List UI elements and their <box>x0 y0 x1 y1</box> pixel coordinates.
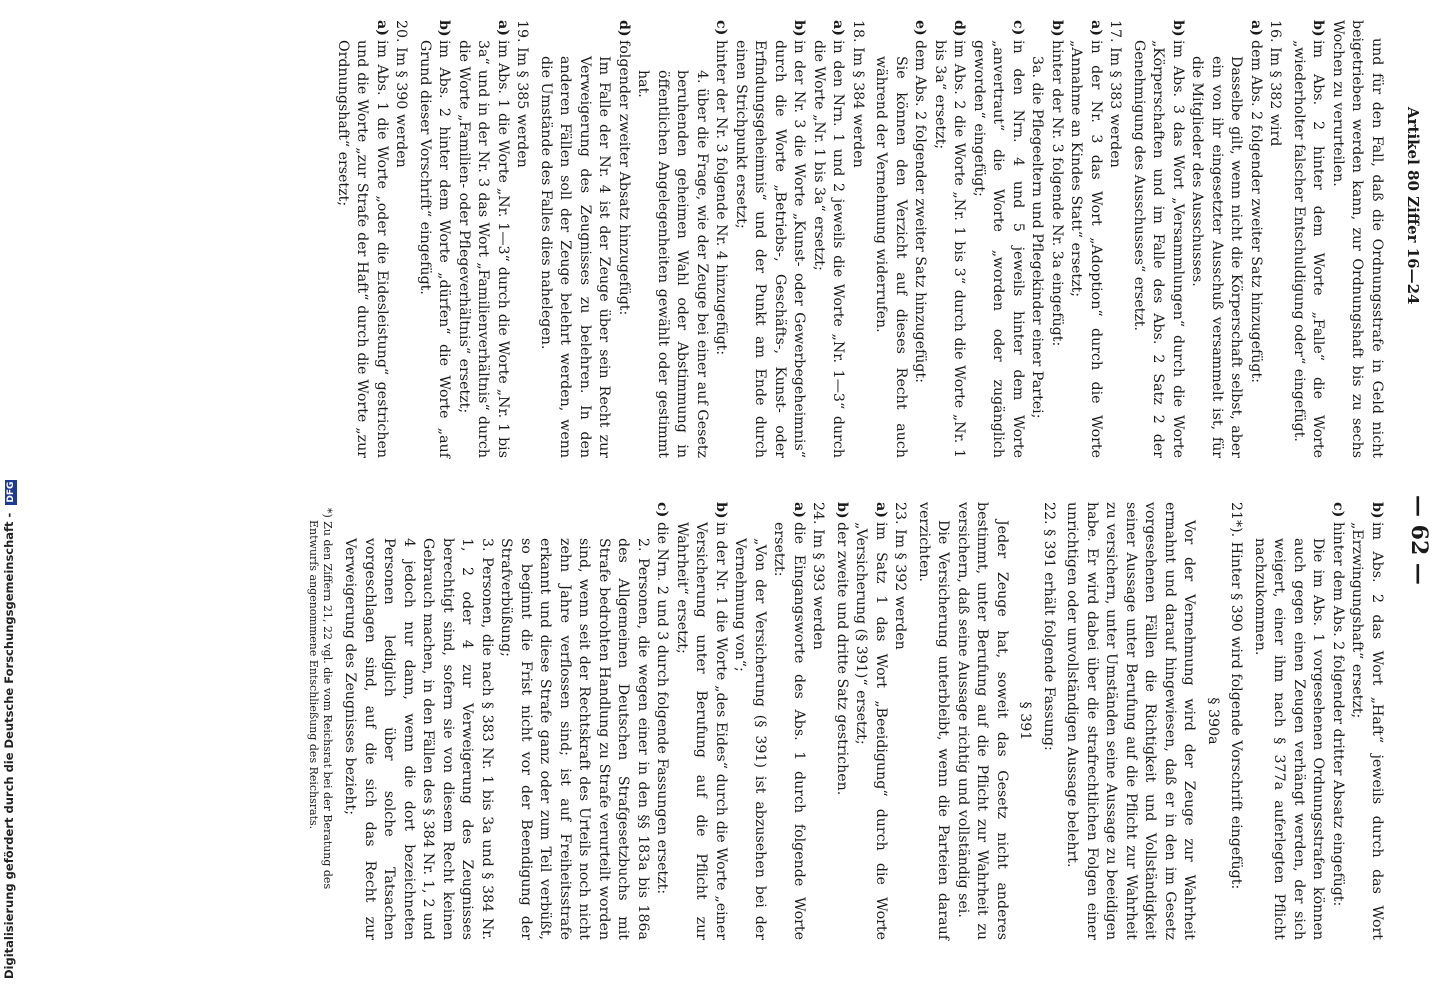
quoted-text: 3a. die Pflegeeltern und Pflegekinder einer Partei; <box>1029 56 1046 419</box>
item-label: a) <box>495 20 511 36</box>
digitization-credit <box>0 0 24 1000</box>
item-text: in den Nrn. 1 und 2 jeweils die Worte „Nr. 1—3“ durch die Worte „Nr. 1 bis 3a“ ersetzt; <box>811 40 847 458</box>
item-text: im Abs. 2 das Wort „Haft“ jeweils durch das Wort „Erzwingungshaft“ ersetzt; <box>1349 522 1385 940</box>
item-label: d) <box>616 20 632 37</box>
section-heading: 24. Im § 393 werden <box>810 502 827 650</box>
item-label: c) <box>1330 502 1346 518</box>
list-item <box>333 20 392 458</box>
item-text: dem Abs. 2 folgender zweiter Satz hinzugefügt: <box>912 40 929 383</box>
list-item <box>851 502 890 940</box>
item-text: folgender zweiter Absatz hinzugefügt: <box>616 40 632 316</box>
item-label: b) <box>436 20 453 37</box>
item-label: b) <box>834 502 850 519</box>
page-number: — 62 — <box>1406 495 1432 585</box>
quoted-text: Im Falle der Nr. 4 ist der Zeuge über sein Recht zur Verweigerung des Zeugnisses zu belehren. In den anderen Fällen soll der Zeuge belehrt werden, wenn die Umstände des Falles dies nahelegen. <box>538 56 613 458</box>
list-item <box>614 20 634 458</box>
footnote: *) Zu den Ziffern 21, 22 vgl. die vom Reichsrat bei der Beratung des Entwurfs angenommene Entschließung des Reichsrats. <box>307 508 334 890</box>
item-label: b) <box>713 502 729 519</box>
dfg-logo-icon: DFG <box>6 481 16 503</box>
page-header <box>1396 95 1432 965</box>
list-item <box>809 20 848 458</box>
list-item <box>1347 502 1386 940</box>
item-text: die Eingangsworte des Abs. 1 durch folgende Worte ersetzt: <box>771 522 807 940</box>
item-label: b) <box>1049 20 1065 37</box>
item-text: im Abs. 1 die Worte „oder die Eidesleistung“ gestrichen und die Worte „zur Strafe der Haft“ durch die Worte „zur Ordnungshaft“ ersetzt; <box>335 40 390 458</box>
item-label: a) <box>830 20 847 36</box>
item-text: die Nrn. 2 und 3 durch folgende Fassungen ersetzt: <box>654 522 671 895</box>
paragraph-heading: § 391 <box>1017 701 1034 741</box>
item-text: im Abs. 2 die Worte „Nr. 1 bis 3“ durch die Worte „Nr. 1 bis 3a“ ersetzt; <box>932 40 968 458</box>
item-text: in den Nrn. 4 und 5 jeweils hinter dem Worte „anvertraut“ die Worte „worden oder zugänglich geworden“ eingefügt; <box>971 40 1026 458</box>
list-item <box>415 20 454 458</box>
item-text: im Abs. 3 das Wort „Versammlungen“ durch die Worte „Körperschaften und im Falle des Abs. 2 Satz 2 der Genehmigung des Ausschusses“ ersetzt. <box>1131 40 1186 458</box>
list-item <box>1066 20 1105 458</box>
paragraph: Die Versicherung unterbleibt, wenn die Parteien darauf verzichten. <box>916 502 952 940</box>
item-label: a) <box>374 20 390 36</box>
item-text: im Abs. 1 die Worte „Nr. 1—3“ durch die Worte „Nr. 1 bis 3a“ und in der Nr. 3 das Wort „Familienverhältnis“ durch die Worte „Familien- oder Pflegeverhältnis“ ersetzt; <box>456 40 511 458</box>
quoted-text: Sie können den Verzicht auf dieses Recht auch während der Vernehmung widerrufen. <box>873 56 909 458</box>
list-item <box>454 20 513 458</box>
item-label: c) <box>654 502 671 518</box>
list-item <box>1328 502 1348 940</box>
quoted-text: 4. über die Frage, wie der Zeuge bei einer auf Gesetz beruhenden geheimen Wahl oder Abstimmung in öffentlichen Angelegenheiten gewählt oder gestimmt hat. <box>635 70 710 458</box>
item-text: der zweite und dritte Satz gestrichen. <box>834 522 850 796</box>
list-item <box>969 20 1028 458</box>
section-heading: 22. § 391 erhält folgende Fassung: <box>1041 502 1057 751</box>
list-item <box>910 20 930 458</box>
section-heading: 23. Im § 392 werden <box>892 502 909 650</box>
section-heading: 17. Im § 383 werden <box>1107 20 1124 168</box>
credit-line <box>2 0 17 979</box>
paragraph: und für den Fall, daß die Ordnungsstrafe in Geld nicht beigetrieben werden kann, zur Ordnungshaft bis zu sechs Wochen zu verurteilen. <box>1330 20 1385 458</box>
list-item <box>711 20 731 458</box>
section-heading: 21*). Hinter § 390 wird folgende Vorschrift eingefügt: <box>1228 502 1245 890</box>
list-item <box>652 502 672 940</box>
list-item <box>832 502 852 940</box>
item-label: a) <box>873 502 889 518</box>
quoted-text: 3. Personen, die nach § 383 Nr. 1 bis 3a und § 384 Nr. 1, 2 oder 4 zur Verweigerung des Zeugnisses berechtigt sind, sofern sie von diesem Recht keinen Gebrauch machen, in den Fällen des § 384 Nr. 1, 2 und 4 jedoch nur dann, wenn die dort bezeichneten Personen lediglich über solche Tatsachen vorgeschlagen sind, auf die sich das Recht zur Verweigerung des Zeugnisses bezieht; <box>342 538 495 940</box>
item-label: a) <box>791 502 807 518</box>
right-column <box>306 502 1386 940</box>
item-label: a) <box>1088 20 1104 36</box>
section-heading: 19. Im § 385 werden <box>514 20 531 168</box>
list-item <box>1129 20 1188 458</box>
item-label: b) <box>1369 502 1385 519</box>
item-label: e) <box>912 20 929 36</box>
item-text: im Abs. 2 hinter dem Worte „Falle“ die Worte „wiederholter falscher Entschuldigung oder“ eingefügt. <box>1291 40 1327 458</box>
quoted-text: Dasselbe gilt, wenn nicht die Körperschaft selbst, aber ein von ihr eingesetzter Ausschuß versammelt ist, für die Mitglieder des Ausschusses. <box>1189 56 1245 458</box>
credit-text: Digitalisierung gefördert durch die Deutsche Forschungsgemeinschaft - <box>2 512 16 979</box>
item-text: in der Nr. 3 das Wort „Adoption“ durch die Worte „Annahme an Kindes Statt“ ersetzt; <box>1068 40 1104 458</box>
item-label: d) <box>951 20 968 37</box>
running-head: Artikel 80 Ziffer 16—24 <box>1404 107 1422 305</box>
section-heading: 20. Im § 390 werden <box>393 20 410 168</box>
section-heading: 16. Im § 382 wird <box>1267 20 1284 147</box>
quoted-text: 2. Personen, die wegen einer in den §§ 183a bis 186a des Allgemeinen Deutschen Strafgesetzbuchs mit Strafe bedrohten Handlung zu Strafe verurteilt worden sind, wenn seit der Rechtskraft des Urteils noch nicht zehn Jahre verflossen sind; ist auf Freiheitsstrafe erkannt und diese Strafe ganz oder zum Teil verbüßt, so beginnt die Frist nicht vor der Beendigung der Strafverbüßung; <box>498 538 651 940</box>
item-text: im Abs. 2 hinter dem Worte „dürfen“ die Worte „auf Grund dieser Vorschrift“ eingefügt. <box>417 40 453 458</box>
item-label: c) <box>713 20 730 36</box>
list-item <box>731 20 809 458</box>
list-item <box>769 502 808 940</box>
item-text: in der Nr. 1 die Worte „des Eides“ durch die Worte „einer Versicherung unter Berufung auf die Pflicht zur Wahrheit“ ersetzt; <box>674 522 729 940</box>
item-text: hinter der Nr. 3 folgende Nr. 3a eingefügt: <box>1049 40 1065 347</box>
list-item <box>1246 20 1266 458</box>
list-item <box>930 20 969 458</box>
quoted-text: „Von der Versicherung (§ 391) ist abzusehen bei der Vernehmung von“; <box>732 538 768 940</box>
paragraph: Jeder Zeuge hat, soweit das Gesetz nicht anderes bestimmt, unter Berufung auf die Pflicht zur Wahrheit zu versichern, daß seine Aussage richtig und vollständig sei. <box>955 502 1010 940</box>
item-text: hinter dem Abs. 2 folgender dritter Absatz eingefügt: <box>1330 522 1346 907</box>
section-heading: 18. Im § 384 werden <box>850 20 866 168</box>
item-text: in der Nr. 3 die Worte „Kunst- oder Gewerbegeheimnis“ durch die Worte „Betriebs-, Geschäfts-, Kunst- oder Erfindungsgeheimnis“ und der Punkt am Ende durch einen Strichpunkt ersetzt; <box>733 40 808 458</box>
list-item <box>672 502 731 940</box>
item-text: im Satz 1 das Wort „Beeidigung“ durch die Worte „Versicherung (§ 391)“ ersetzt; <box>853 522 889 940</box>
item-label: a) <box>1248 20 1264 36</box>
quoted-text: Die im Abs. 1 vorgesehenen Ordnungsstrafen können auch gegen einen Zeugen verhängt werden, der sich weigert, einer ihm nach § 377a auferlegten Pflicht nachzukommen. <box>1252 538 1327 940</box>
item-label: b) <box>1170 20 1186 37</box>
item-label: c) <box>1010 20 1026 36</box>
paragraph: Vor der Vernehmung wird der Zeuge zur Wahrheit ermahnt und darauf hingewiesen, daß er in den im Gesetz vorgesehenen Fällen die Richtigkeit und Vollständigkeit seiner Aussage unter Berufung auf die Pflicht zur Wahrheit zu versichern, unter Umständen seine Aussage zu beeidigen habe. Er wird dabei über die strafrechtlichen Folgen einer unrichtigen oder unvollständigen Aussage belehrt. <box>1064 502 1198 940</box>
left-column <box>333 20 1387 458</box>
list-item <box>1289 20 1328 458</box>
item-label: b) <box>791 20 808 37</box>
item-text: hinter der Nr. 3 folgende Nr. 4 hinzugefügt: <box>713 40 730 356</box>
paragraph-heading: § 390a <box>1205 697 1221 745</box>
list-item <box>1047 20 1067 458</box>
item-text: dem Abs. 2 folgender zweiter Satz hinzugefügt: <box>1248 40 1264 383</box>
item-label: b) <box>1310 20 1327 37</box>
